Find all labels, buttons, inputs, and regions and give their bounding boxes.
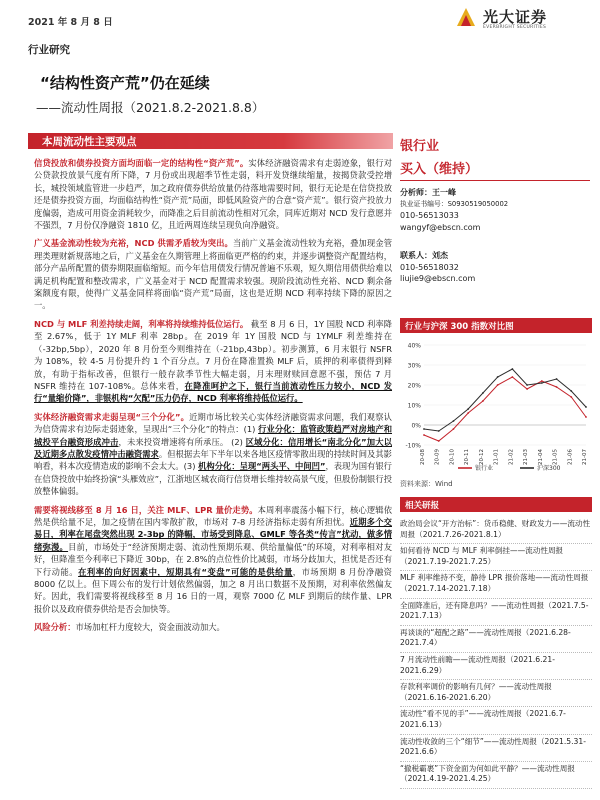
risk-label: 风险分析： xyxy=(34,622,76,633)
data-point xyxy=(497,376,499,378)
logo-text-en: EVERBRIGHT SECURITIES xyxy=(483,25,547,30)
data-point xyxy=(438,430,440,432)
report-subtitle: ——流动性周报（2021.8.2-2021.8.8） xyxy=(36,100,265,115)
related-report-item[interactable]: 如何看待 NCD 与 MLF 利率倒挂——流动性周报（2021.7.19-2021.7.25） xyxy=(400,544,592,571)
data-point xyxy=(482,392,484,394)
related-report-item[interactable]: 政治局会议“开方治标”：货币稳健、财政发力——流动性周报（2021.7.26-2021.8.1） xyxy=(400,517,592,544)
data-point xyxy=(438,440,440,442)
rating: 买入（维持） xyxy=(400,162,479,177)
chart-title: 行业与沪深 300 指数对比图 xyxy=(405,322,514,332)
contact-email[interactable]: liujie9@ebscn.com xyxy=(400,274,476,283)
paragraph-heading: 需要将视线移至 8 月 16 日，关注 MLF、LPR 量价走势。 xyxy=(34,504,258,515)
body-paragraph xyxy=(34,157,392,231)
legend-label: 银行业 xyxy=(475,465,494,472)
main-body xyxy=(34,157,392,640)
analyst-1 xyxy=(400,187,590,233)
x-tick-label: 21-03 xyxy=(523,449,530,465)
y-tick-label: 30% xyxy=(407,362,421,370)
x-tick-label: 21-01 xyxy=(493,449,500,465)
data-point xyxy=(570,396,572,398)
key-point: 区域分化：信用增长“南北分化”加大以及近期多点散发疫情冲击融资需求 xyxy=(34,436,392,459)
key-point: 在降准呵护之下，银行当前流动性压力较小，NCD 发行“量缩价降”，非银机构“欠配”压力仍存，NCD 利率将维持低位运行。 xyxy=(34,380,393,404)
data-point xyxy=(526,384,528,386)
divider xyxy=(400,180,590,181)
y-tick-label: 0% xyxy=(411,422,421,430)
data-point xyxy=(541,380,543,382)
related-header xyxy=(400,497,592,512)
x-tick-label: 21-04 xyxy=(537,449,544,465)
chart-source: 资料来源：Wind xyxy=(400,480,453,488)
report-title: “结构性资产荒”仍在延续 xyxy=(40,74,210,92)
paragraph-text: ，市场预期 8 月份净融资 8000 亿以上。但下周公布的发行计划依然偏弱，加之 8 月出口数据不及预期，对利率依然偏友好。因此，我们需要将视线移至 8 月 16 日的一周，观察 7000 亿 MLF 到期后的续作量、LPR 报价以及政府债券供给是否会加快等。 xyxy=(34,566,392,614)
chart-header xyxy=(400,318,592,333)
legend-label: 沪深300 xyxy=(537,465,561,472)
paragraph-text: 近期市场比较关心实体经济融资需求问题，我们观察认为信贷需求有边际走弱迹象，呈现出“三个分化”的特点：(1) xyxy=(34,411,392,435)
data-point xyxy=(453,420,455,422)
paragraph-text: ，未来投资增速将有所承压。 (2) xyxy=(118,436,246,447)
paragraph-heading: 广义基金流动性较为充裕，NCD 供需矛盾较为突出。 xyxy=(34,238,233,249)
related-report-item[interactable]: “撤税霸裹”下资金面为何如此平静？——流动性周报（2021.4.19-2021.4.25） xyxy=(400,762,592,789)
series-line-0 xyxy=(424,377,586,441)
section-title: 本周流动性主要观点 xyxy=(42,136,137,148)
related-report-item[interactable]: 流动性“看不见的手”——流动性周报（2021.6.7-2021.6.13） xyxy=(400,707,592,734)
paragraph-text: 截至 8 月 6 日，1Y 国股 NCD 利率降至 2.67%，低于 1Y MLF 利率 28bp。在 2019 年 1Y 国股 NCD 与 1YMLF 利差维持在（-32bp,5bp），2020 年 8 月份至今则维持在（-21bp,43bp）。初步测算，6 月末银行 NSFR 为 108%，较 4-5 月份提升约 1 个百分点。7 月份在降准置换 MLF 后，质押的利率债得到释放，有助于指标改善，但银行一般存款季节性大幅走弱，月末理财赎回意愿不强，预估 7 月 NSFR 维持在 107-108%。总体来看， xyxy=(34,318,392,391)
logo-icon xyxy=(455,6,477,28)
analyst-1-cert: 执业证书编号：S0930519050002 xyxy=(400,199,509,208)
x-tick-label: 20-08 xyxy=(420,449,426,465)
x-tick-label: 21-06 xyxy=(567,449,574,465)
report-date: 2021 年 8 月 8 日 xyxy=(28,17,113,28)
data-point xyxy=(541,382,543,384)
x-tick-label: 20-09 xyxy=(434,449,441,465)
related-report-item[interactable]: 7 月流动性前瞻——流动性周报（2021.6.21-2021.6.29） xyxy=(400,653,592,680)
x-tick-label: 20-11 xyxy=(464,449,471,465)
y-tick-label: -10% xyxy=(405,442,421,450)
series-line-1 xyxy=(424,369,586,431)
x-tick-label: 20-12 xyxy=(478,449,485,465)
comparison-chart xyxy=(400,337,592,477)
analyst-1-name: 分析师：王一峰 xyxy=(400,188,456,197)
y-tick-label: 10% xyxy=(407,402,421,410)
data-point xyxy=(526,388,528,390)
key-point: 近期多个交易日，利率在尾盘突然出现 2-3bp 的降幅，市场受到降息、GMLF 等各类“传言”扰动，做多情绪弥漫。 xyxy=(34,516,392,552)
body-paragraph xyxy=(34,504,392,616)
analyst-1-email[interactable]: wangyf@ebscn.com xyxy=(400,222,481,232)
paragraph-text: 目前，市场处于“经济预期走弱、流动性预期乐观、供给量偏低”的环境，对利率相对友好，但降准至今利率已下降近 30bp，在 2.8%的点位性价比减弱，市场分歧加大，担忧是否还有下行动能。 xyxy=(34,541,392,577)
data-point xyxy=(467,408,469,410)
related-reports-list xyxy=(400,517,592,789)
x-tick-label: 21-05 xyxy=(552,449,559,465)
y-tick-label: 20% xyxy=(407,382,421,390)
x-tick-label: 21-02 xyxy=(508,449,515,465)
paragraph-text: 。但根据去年下半年以来各地区疫情零散出现的持续时间及其影响看，料本次疫情造成的影响不会太大。(3) xyxy=(34,448,392,472)
logo-text-cn: 光大证券 xyxy=(483,8,548,26)
risk-text: 市场加杠杆力度较大，资金面波动加大。 xyxy=(75,622,225,633)
data-point xyxy=(482,400,484,402)
data-point xyxy=(511,368,513,370)
analyst-1-phone: 010-56513033 xyxy=(400,211,459,220)
key-point: 在利率的向好因素中，短期具有“变盘”可能的是供给量 xyxy=(78,566,293,577)
data-point xyxy=(570,390,572,392)
x-tick-label: 21-07 xyxy=(582,449,588,465)
x-tick-label: 20-10 xyxy=(449,449,456,465)
paragraph-text: 实体经济融资需求有走弱迹象，银行对公贷款投放景气度有所下降，7 月份或出现超季节性走弱，料开发贷继续缩量，按揭贷款受控增长，城投领域监管进一步趋严，加之政府债券供给放量仍待落地需要时间，银行无论是在信贷投放还是债券投资方面，均面临结构性“资产荒”局面，即低风险资产的合意“资产荒”。银行资产投放力度偏弱，造成可用资金消耗较少，而降准之后目前流动性相对冗余，同库近期对 NCD 发行意愿并不强烈，7 月份仅净融资 1810 亿，且近两周连续呈现负向净融资。 xyxy=(34,158,392,231)
related-report-item[interactable]: 流动性收敛的三个“细节”——流动性周报（2021.5.31-2021.6.6） xyxy=(400,735,592,762)
paragraph-heading: 信贷投放和债券投资方面均面临一定的结构性“资产荒”。 xyxy=(34,158,249,168)
key-point: 机构分化：呈现“两头平、中间凹” xyxy=(198,461,326,472)
data-point xyxy=(467,412,469,414)
paragraph-text: 当前广义基金流动性较为充裕，叠加现金管理类理财新规落地之后，广义基金在久期管理上将面临更严格的约束，并逐步调整资产配置结构，部分产品所配置的债券期限面临缩短。而今年信用债发行情况普遍不乐观，短久期信用债供给难以满足机构配置和整改需求，广义基金对于 NCD 配置需求较强。现阶段流动性充裕、NCD 剩余备案额度有限，使得广义基金同样将面临“资产荒”局面，这也是近期 NCD 利率持续下降的原因之一。 xyxy=(34,238,392,311)
body-paragraph xyxy=(34,237,392,311)
key-point: 行业分化：监管政策趋严对房地产和城投平台融资形成冲击 xyxy=(34,424,392,447)
contact-name: 联系人：刘杰 xyxy=(400,251,448,260)
section-header xyxy=(28,133,393,149)
brand-logo xyxy=(455,6,590,34)
contact-phone: 010-56518032 xyxy=(400,262,459,272)
data-point xyxy=(423,434,425,436)
data-point xyxy=(556,378,558,380)
related-report-item[interactable]: 全面降准后，还有降息吗？——流动性周报（2021.7.5-2021.7.13） xyxy=(400,599,592,626)
body-paragraph xyxy=(34,411,392,498)
contact xyxy=(400,250,590,285)
data-point xyxy=(497,384,499,386)
data-point xyxy=(585,416,587,418)
related-title: 相关研报 xyxy=(405,501,440,511)
body-paragraph xyxy=(34,318,392,405)
paragraph-text: 本周利率震荡小幅下行，核心逻辑依然是供给量不足，加之疫情在国内零散扩散，市场对 7-8 月经济指标走弱有所担忧。 xyxy=(34,504,392,527)
data-point xyxy=(585,406,587,408)
data-point xyxy=(453,428,455,430)
data-point xyxy=(511,376,513,378)
related-report-item[interactable]: 再谈谈的“超配之路”——流动性周报（2021.6.28-2021.7.4） xyxy=(400,626,592,653)
data-point xyxy=(556,386,558,388)
y-tick-label: 40% xyxy=(407,342,421,350)
paragraph-heading: 实体经济融资需求走弱呈现“三个分化”。 xyxy=(34,411,190,422)
paragraph-text: ，表现为国有银行在信贷投放中始终扮演“头雁效应”，江浙地区城农商行信贷增长维持较高景气度，但股份制银行投放整体偏弱。 xyxy=(34,461,392,497)
related-report-item[interactable]: 存款利率调价的影响有几何？——流动性周报（2021.6.16-2021.6.20） xyxy=(400,680,592,707)
risk-paragraph xyxy=(34,621,392,633)
sector-name: 银行业 xyxy=(400,139,440,154)
paragraph-heading: NCD 与 MLF 利差持续走阔，利率将持续维持低位运行。 xyxy=(34,318,249,329)
report-category: 行业研究 xyxy=(28,44,70,56)
data-point xyxy=(423,428,425,430)
related-report-item[interactable]: MLF 利率维持不变，静待 LPR 报价落地——流动性周报（2021.7.14-2021.7.18） xyxy=(400,571,592,598)
